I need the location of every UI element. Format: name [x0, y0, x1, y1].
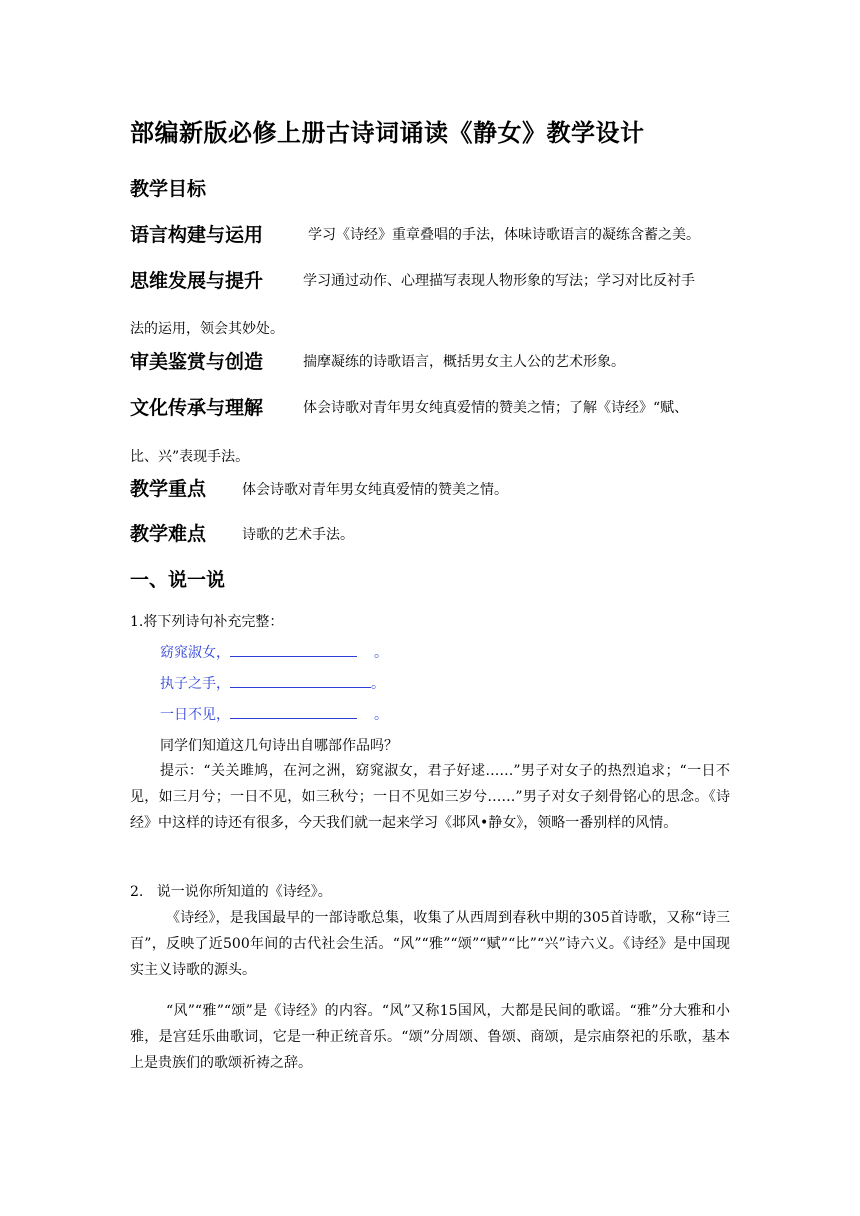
section-heading-talk: 一、说一说: [130, 569, 226, 591]
objective-text-language: 学习《诗经》重章叠唱的手法，体味诗歌语言的凝练含蓄之美。: [308, 227, 700, 243]
objective-text-culture-cont: 比、兴”表现手法。: [130, 449, 250, 465]
fill-line-1: [160, 641, 388, 662]
fill-blank-1[interactable]: [230, 641, 357, 657]
objective-text-thinking-cont: 法的运用，领会其妙处。: [130, 321, 284, 337]
objective-text-thinking: 学习通过动作、心理描写表现人物形象的写法；学习对比反衬手: [303, 273, 695, 289]
q1-prompt: 1.将下列诗句补充完整：: [130, 614, 284, 630]
fill-line-2: [160, 672, 385, 693]
q2-paragraph-1: 《诗经》，是我国最早的一部诗歌总集，收集了从西周到春秋中期的305首诗歌，又称“诗三百”，反映了近500年间的古代社会生活。“风”“雅”“颂”“赋”“比”“兴”诗六义。《诗经》是中国现实主义诗歌的源头。: [130, 910, 730, 978]
difficulty-label: 教学难点: [130, 523, 207, 545]
objective-label-thinking: 思维发展与提升: [130, 270, 264, 292]
fill-line-1-end: 。: [374, 645, 388, 661]
objective-text-aesthetic: 揣摩凝练的诗歌语言，概括男女主人公的艺术形象。: [303, 354, 625, 370]
fill-line-2-end: 。: [371, 676, 385, 692]
objective-label-culture: 文化传承与理解: [130, 397, 264, 419]
key-point-label: 教学重点: [130, 478, 207, 500]
q1-hint: 提示：“关关雎鸠，在河之洲，窈窕淑女，君子好逑……”男子对女子的热烈追求；“一日不见，如三月兮；一日不见，如三秋兮；一日不见如三岁兮……”男子对女子刻骨铭心的思念。《诗经》中这样的诗还有很多，今天我们就一起来学习《邶风•静女》，领略一番别样的风情。: [130, 763, 730, 831]
difficulty-text: 诗歌的艺术手法。: [242, 527, 354, 543]
fill-blank-3[interactable]: [230, 703, 357, 719]
fill-blank-2[interactable]: [230, 672, 371, 688]
q2-paragraph-2: “风”“雅”“颂”是《诗经》的内容。“风”又称15国风，大都是民间的歌谣。“雅”分大雅和小雅，是宫廷乐曲歌词，它是一种正统音乐。“颂”分周颂、鲁颂、商颂，是宗庙祭祀的乐歌，基本上是贵族们的歌颂祈祷之辞。: [130, 1003, 730, 1071]
page-title: 部编新版必修上册古诗词诵读《静女》教学设计: [130, 119, 645, 147]
fill-line-3-end: 。: [374, 707, 388, 723]
fill-line-1-text: 窈窕淑女，: [160, 645, 230, 661]
fill-line-3-text: 一日不见，: [160, 707, 230, 723]
fill-line-2-text: 执子之手，: [160, 676, 230, 692]
q2-prompt: 2. 说一说你所知道的《诗经》。: [130, 884, 332, 900]
objective-text-culture: 体会诗歌对青年男女纯真爱情的赞美之情；了解《诗经》“赋、: [303, 400, 689, 416]
fill-line-3: [160, 703, 388, 724]
objective-label-language: 语言构建与运用: [130, 224, 264, 246]
objectives-heading: 教学目标: [130, 178, 207, 200]
q1-question: 同学们知道这几句诗出自哪部作品吗？: [160, 738, 398, 754]
key-point-text: 体会诗歌对青年男女纯真爱情的赞美之情。: [242, 482, 508, 498]
objective-label-aesthetic: 审美鉴赏与创造: [130, 351, 264, 373]
